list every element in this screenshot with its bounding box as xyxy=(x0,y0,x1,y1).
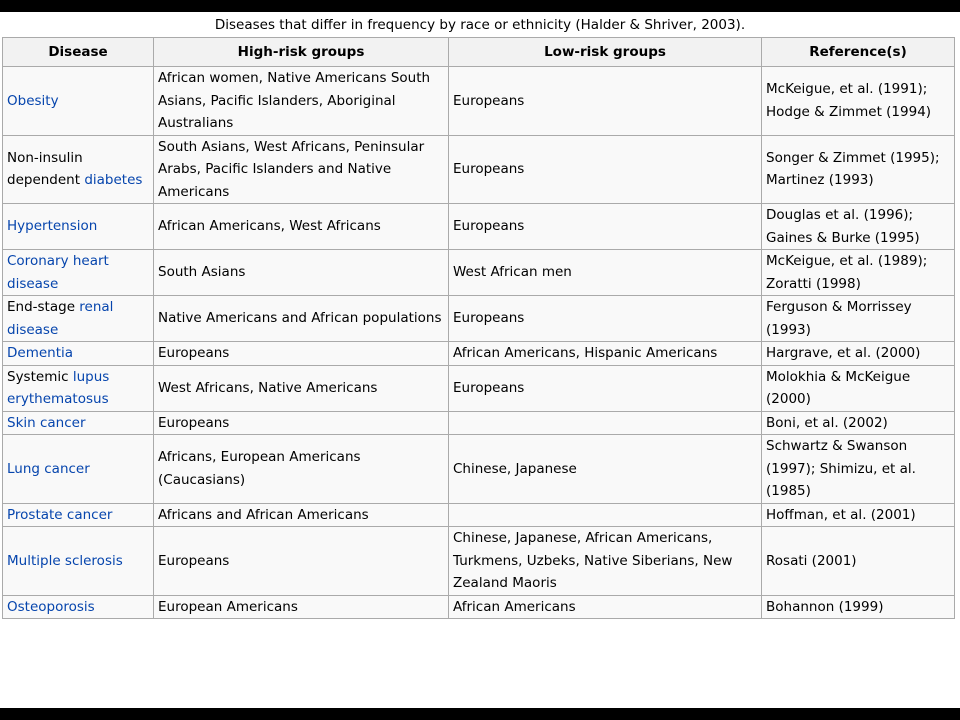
reference-cell: Songer & Zimmet (1995); Martinez (1993) xyxy=(762,135,955,204)
low-risk-cell: Europeans xyxy=(449,135,762,204)
column-header-references: Reference(s) xyxy=(762,38,955,67)
reference-cell: Douglas et al. (1996); Gaines & Burke (1995) xyxy=(762,204,955,250)
disease-cell xyxy=(3,204,154,250)
disease-prefix: Systemic xyxy=(7,368,73,385)
table-row xyxy=(3,503,955,527)
top-black-bar xyxy=(0,0,960,12)
disease-prefix: End-stage xyxy=(7,299,80,315)
disease-link[interactable]: Lung cancer xyxy=(7,460,90,477)
table-row xyxy=(3,527,955,596)
low-risk-cell xyxy=(449,503,762,527)
low-risk-cell: Europeans xyxy=(449,204,762,250)
disease-link[interactable]: Multiple sclerosis xyxy=(7,552,123,569)
high-risk-cell: Europeans xyxy=(154,411,449,435)
disease-link[interactable]: Skin cancer xyxy=(7,414,86,431)
low-risk-cell: African Americans xyxy=(449,595,762,619)
table-row xyxy=(3,204,955,250)
disease-cell xyxy=(3,411,154,435)
low-risk-cell: African Americans, Hispanic Americans xyxy=(449,342,762,366)
reference-cell: Hargrave, et al. (2000) xyxy=(762,342,955,366)
reference-cell: Boni, et al. (2002) xyxy=(762,411,955,435)
high-risk-cell: Native Americans and African populations xyxy=(154,296,449,342)
table-body xyxy=(3,67,955,619)
table-caption: Diseases that differ in frequency by race or ethnicity (Halder & Shriver, 2003). xyxy=(214,17,746,33)
disease-cell xyxy=(3,435,154,504)
reference-cell: Molokhia & McKeigue (2000) xyxy=(762,365,955,411)
disease-cell xyxy=(3,365,154,411)
disease-link[interactable]: Obesity xyxy=(7,92,59,109)
disease-link[interactable]: Hypertension xyxy=(7,218,98,235)
low-risk-cell: Europeans xyxy=(449,365,762,411)
table-row xyxy=(3,250,955,296)
table-row xyxy=(3,595,955,619)
table-row xyxy=(3,435,955,504)
table-row xyxy=(3,296,955,342)
high-risk-cell: Africans and African Americans xyxy=(154,503,449,527)
low-risk-cell: Europeans xyxy=(449,296,762,342)
reference-cell: Hoffman, et al. (2001) xyxy=(762,503,955,527)
bottom-black-bar xyxy=(0,708,960,720)
reference-cell: Rosati (2001) xyxy=(762,527,955,596)
disease-link[interactable]: Osteoporosis xyxy=(7,598,95,615)
high-risk-cell: African women, Native Americans South Asians, Pacific Islanders, Aboriginal Australians xyxy=(154,67,449,136)
table-row xyxy=(3,411,955,435)
reference-cell: Bohannon (1999) xyxy=(762,595,955,619)
low-risk-cell: Chinese, Japanese, African Americans, Turkmens, Uzbeks, Native Siberians, New Zealand Maoris xyxy=(449,527,762,596)
low-risk-cell: West African men xyxy=(449,250,762,296)
reference-cell: McKeigue, et al. (1989); Zoratti (1998) xyxy=(762,250,955,296)
disease-cell xyxy=(3,67,154,136)
diseases-table xyxy=(2,37,955,619)
disease-link[interactable]: renal disease xyxy=(7,299,114,338)
disease-link[interactable]: diabetes xyxy=(84,172,143,189)
high-risk-cell: African Americans, West Africans xyxy=(154,204,449,250)
low-risk-cell: Europeans xyxy=(449,67,762,136)
high-risk-cell: West Africans, Native Americans xyxy=(154,365,449,411)
reference-cell: Ferguson & Morrissey (1993) xyxy=(762,296,955,342)
disease-cell xyxy=(3,342,154,366)
disease-cell xyxy=(3,527,154,596)
column-header-disease: Disease xyxy=(3,38,154,67)
column-header-low-risk: Low-risk groups xyxy=(449,38,762,67)
low-risk-cell: Chinese, Japanese xyxy=(449,435,762,504)
disease-link[interactable]: Dementia xyxy=(7,345,74,361)
disease-link[interactable]: Prostate cancer xyxy=(7,506,113,523)
table-row xyxy=(3,365,955,411)
reference-cell: Schwartz & Swanson (1997); Shimizu, et al. (1985) xyxy=(762,435,955,504)
header-row xyxy=(3,38,955,67)
disease-cell xyxy=(3,503,154,527)
disease-cell xyxy=(3,250,154,296)
high-risk-cell: Europeans xyxy=(154,527,449,596)
page xyxy=(0,12,960,708)
disease-link[interactable]: lupus erythematosus xyxy=(7,368,110,407)
disease-cell xyxy=(3,296,154,342)
disease-link[interactable]: Coronary heart disease xyxy=(7,253,109,292)
reference-cell: McKeigue, et al. (1991); Hodge & Zimmet (1994) xyxy=(762,67,955,136)
low-risk-cell xyxy=(449,411,762,435)
table-row xyxy=(3,135,955,204)
table-row xyxy=(3,67,955,136)
disease-prefix: Non-insulin dependent xyxy=(7,149,85,189)
column-header-high-risk: High-risk groups xyxy=(154,38,449,67)
high-risk-cell: South Asians, West Africans, Peninsular Arabs, Pacific Islanders and Native Americans xyxy=(154,135,449,204)
table-row xyxy=(3,342,955,366)
disease-cell xyxy=(3,595,154,619)
high-risk-cell: South Asians xyxy=(154,250,449,296)
high-risk-cell: European Americans xyxy=(154,595,449,619)
high-risk-cell: Europeans xyxy=(154,342,449,366)
disease-cell xyxy=(3,135,154,204)
high-risk-cell: Africans, European Americans (Caucasians) xyxy=(154,435,449,504)
